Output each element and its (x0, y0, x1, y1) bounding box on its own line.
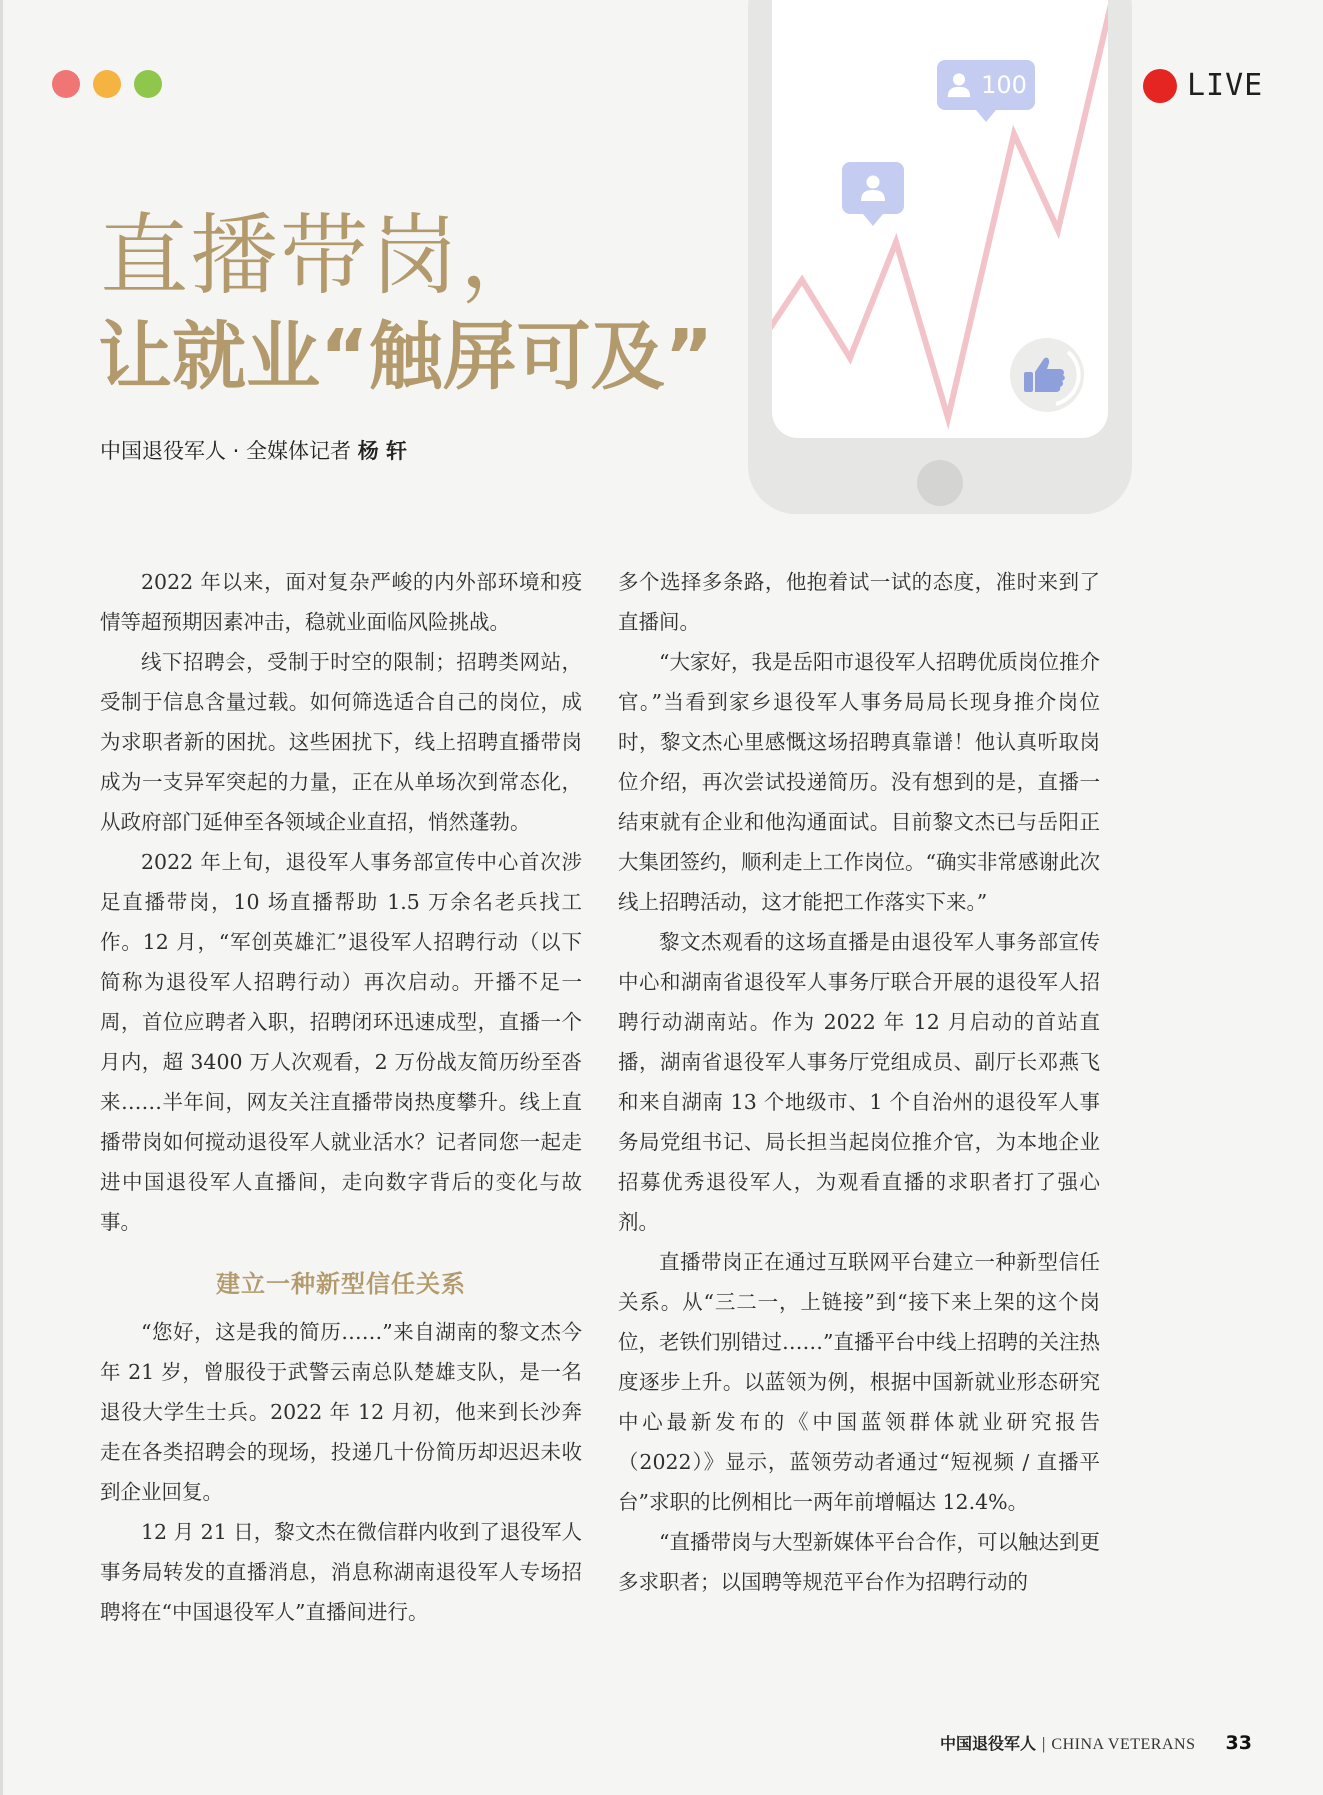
paragraph: 黎文杰观看的这场直播是由退役军人事务部宣传中心和湖南省退役军人事务厅联合开展的退役军人招聘行动湖南站。作为 2022 年 12 月启动的首站直播，湖南省退役军人事务厅党组成员、副厅长邓燕飞和来自湖南 13 个地级市、1 个自治州的退役军人事务局党组书记、局长担当起岗位推介官，为本地企业招募优秀退役军人，为观看直播的求职者打了强心剂。 (618, 930, 1100, 1234)
paragraph: “直播带岗与大型新媒体平台合作，可以触达到更多求职者；以国聘等规范平台作为招聘行动的 (618, 1530, 1100, 1594)
thumbs-up-icon (1010, 338, 1084, 412)
phone-home-button (917, 460, 963, 506)
footer-separator: | (1042, 1734, 1046, 1753)
follower-bubble (937, 60, 1035, 110)
article-column-left (100, 562, 582, 1632)
page-footer (940, 1731, 1252, 1754)
paragraph: “大家好，我是岳阳市退役军人招聘优质岗位推介官。”当看到家乡退役军人事务局局长现身推介岗位时，黎文杰心里感慨这场招聘真靠谱！他认真听取岗位介绍，再次尝试投递简历。没有想到的是，直播一结束就有企业和他沟通面试。目前黎文杰已与岳阳正大集团签约，顺利走上工作岗位。“确实非常感谢此次线上招聘活动，这才能把工作落实下来。” (618, 650, 1100, 914)
byline-author: 杨 轩 (357, 439, 408, 463)
live-badge (1143, 68, 1263, 103)
like-badge (1010, 338, 1084, 412)
user-icon (858, 173, 888, 203)
follower-count: 100 (981, 71, 1027, 99)
paragraph: 线下招聘会，受制于时空的限制；招聘类网站，受制于信息含量过载。如何筛选适合自己的岗位，成为求职者新的困扰。这些困扰下，线上招聘直播带岗成为一支异军突起的力量，正在从单场次到常态化，从政府部门延伸至各领域企业直招，悄然蓬勃。 (100, 650, 582, 834)
page-edge (0, 0, 3, 1795)
magazine-name-cn: 中国退役军人 (940, 1734, 1037, 1753)
headline-line-2: 让就业“触屏可及” (98, 314, 714, 400)
paragraph: “您好，这是我的简历……”来自湖南的黎文杰今年 21 岁，曾服役于武警云南总队楚雄支队，是一名退役大学生士兵。2022 年 12 月初，他来到长沙奔走在各类招聘会的现场，投递几十份简历却迟迟未收到企业回复。 (100, 1320, 582, 1504)
live-label: LIVE (1187, 68, 1264, 103)
paragraph: 2022 年以来，面对复杂严峻的内外部环境和疫情等超预期因素冲击，稳就业面临风险挑战。 (100, 570, 582, 634)
green-dot (134, 70, 162, 98)
headline-line-1: 直播带岗， (100, 204, 551, 307)
paragraph: 2022 年上旬，退役军人事务部宣传中心首次涉足直播带岗，10 场直播帮助 1.5 万余名老兵找工作。12 月，“军创英雄汇”退役军人招聘行动（以下简称为退役军人招聘行动）再次启动。开播不足一周，首位应聘者入职，招聘闭环迅速成型，直播一个月内，超 3400 万人次观看，2 万份战友简历纷至沓来……半年间，网友关注直播带岗热度攀升。线上直播带岗如何搅动退役军人就业活水？记者同您一起走进中国退役军人直播间，走向数字背后的变化与故事。 (100, 850, 582, 1234)
paragraph: 直播带岗正在通过互联网平台建立一种新型信任关系。从“三二一，上链接”到“接下来上架的这个岗位，老铁们别错过……”直播平台中线上招聘的关注热度逐步上升。以蓝领为例，根据中国新就业形态研究中心最新发布的《中国蓝领群体就业研究报告（2022）》显示，蓝领劳动者通过“短视频 / 直播平台”求职的比例相比一两年前增幅达 12.4%。 (618, 1250, 1100, 1514)
user-bubble (842, 162, 904, 214)
magazine-name-en: CHINA VETERANS (1051, 1736, 1196, 1753)
user-icon (945, 71, 973, 99)
live-indicator-dot (1143, 69, 1177, 103)
byline (100, 435, 407, 465)
page-number: 33 (1225, 1732, 1252, 1754)
byline-source: 中国退役军人 · 全媒体记者 (100, 439, 358, 463)
paragraph-continued: 多个选择多条路，他抱着试一试的态度，准时来到了直播间。 (618, 570, 1100, 634)
yellow-dot (93, 70, 121, 98)
article-column-right (618, 562, 1100, 1602)
red-dot (52, 70, 80, 98)
paragraph: 12 月 21 日，黎文杰在微信群内收到了退役军人事务局转发的直播消息，消息称湖南退役军人专场招聘将在“中国退役军人”直播间进行。 (100, 1520, 582, 1624)
section-heading: 建立一种新型信任关系 (216, 1270, 466, 1298)
